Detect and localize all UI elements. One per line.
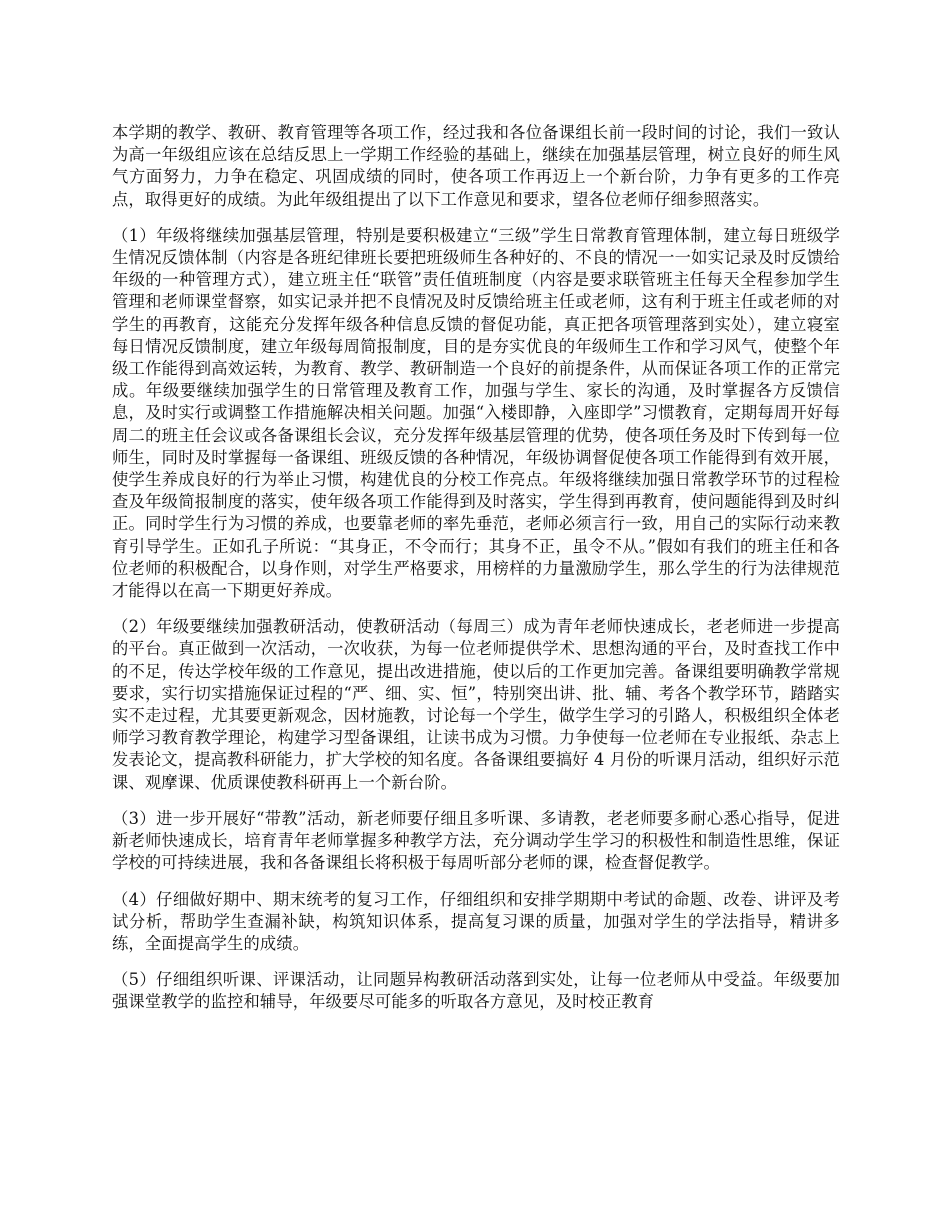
item-3-paragraph: （3）进一步开展好“带教”活动，新老师要仔细且多听课、多请教，老老师要多耐心悉心指导，促进新老师快速成长，培育青年老师掌握多种教学方法，充分调动学生学习的积极性和制造性思维，保证学校的可持续进展，我和各备课组长将积极于每周听部分老师的课，检查督促教学。 xyxy=(112,808,840,873)
item-1-paragraph: （1）年级将继续加强基层管理，特别是要积极建立“三级”学生日常教育管理体制，建立每日班级学生情况反馈体制（内容是各班纪律班长要把班级师生各种好的、不良的情况一一如实记录及时反馈给年级的一种管理方式），建立班主任“联管”责任值班制度（内容是要求联管班主任每天全程参加学生管理和老师课堂督察，如实记录并把不良情况及时反馈给班主任或老师，这有利于班主任或老师的对学生的再教育，这能充分发挥年级各种信息反馈的督促功能，真正把各项管理落到实处），建立寝室每日情况反馈制度，建立年级每周简报制度，目的是夯实优良的年级师生工作和学习风气，使整个年级工作能得到高效运转，为教育、教学、教研制造一个良好的前提条件，从而保证各项工作的正常完成。年级要继续加强学生的日常管理及教育工作，加强与学生、家长的沟通，及时掌握各方反馈信息，及时实行或调整工作措施解决相关问题。加强“入楼即静，入座即学”习惯教育，定期每周开好每周二的班主任会议或各备课组长会议，充分发挥年级基层管理的优势，使各项任务及时下传到每一位师生，同时及时掌握每一备课组、班级反馈的各种情况，年级协调督促使各项工作能得到有效开展，使学生养成良好的行为举止习惯，构建优良的分校工作亮点。年级将继续加强日常教学环节的过程检查及年级简报制度的落实，使年级各项工作能得到及时落实，学生得到再教育，使问题能得到及时纠正。同时学生行为习惯的养成，也要靠老师的率先垂范，老师必须言行一致，用自己的实际行动来教育引导学生。正如孔子所说：“其身正，不令而行；其身不正，虽令不从。”假如有我们的班主任和各位老师的积极配合，以身作则，对学生严格要求，用榜样的力量激励学生，那么学生的行为法律规范才能得以在高一下期更好养成。 xyxy=(112,225,840,601)
item-5-paragraph: （5）仔细组织听课、评课活动，让同题异构教研活动落到实处，让每一位老师从中受益。年级要加强课堂教学的监控和辅导，年级要尽可能多的听取各方意见，及时校正教育 xyxy=(112,970,840,1012)
item-2-paragraph: （2）年级要继续加强教研活动，使教研活动（每周三）成为青年老师快速成长，老老师进一步提高的平台。真正做到一次活动，一次收获，为每一位老师提供学术、思想沟通的平台，及时查找工作中的不足，传达学校年级的工作意见，提出改进措施，使以后的工作更加完善。备课组要明确教学常规要求，实行切实措施保证过程的“严、细、实、恒”，特别突出讲、批、辅、考各个教学环节，踏踏实实不走过程，尤其要更新观念，因材施教，讨论每一个学生，做学生学习的引路人，积极组织全体老师学习教育教学理论，构建学习型备课组，让读书成为习惯。力争使每一位老师在专业报纸、杂志上发表论文，提高教科研能力，扩大学校的知名度。各备课组要搞好 4 月份的听课月活动，组织好示范课、观摩课、优质课使教科研再上一个新台阶。 xyxy=(112,617,840,792)
item-4-paragraph: （4）仔细做好期中、期末统考的复习工作，仔细组织和安排学期期中考试的命题、改卷、讲评及考试分析，帮助学生查漏补缺，构筑知识体系，提高复习课的质量，加强对学生的学法指导，精讲多练，全面提高学生的成绩。 xyxy=(112,889,840,953)
intro-paragraph: 本学期的教学、教研、教育管理等各项工作，经过我和各位备课组长前一段时间的讨论，我们一致认为高一年级组应该在总结反思上一学期工作经验的基础上，继续在加强基层管理，树立良好的师生风气方面努力，力争在稳定、巩固成绩的同时，使各项工作再迈上一个新台阶，力争有更多的工作亮点，取得更好的成绩。为此年级组提出了以下工作意见和要求，望各位老师仔细参照落实。 xyxy=(112,123,840,209)
document-body xyxy=(112,122,840,1028)
